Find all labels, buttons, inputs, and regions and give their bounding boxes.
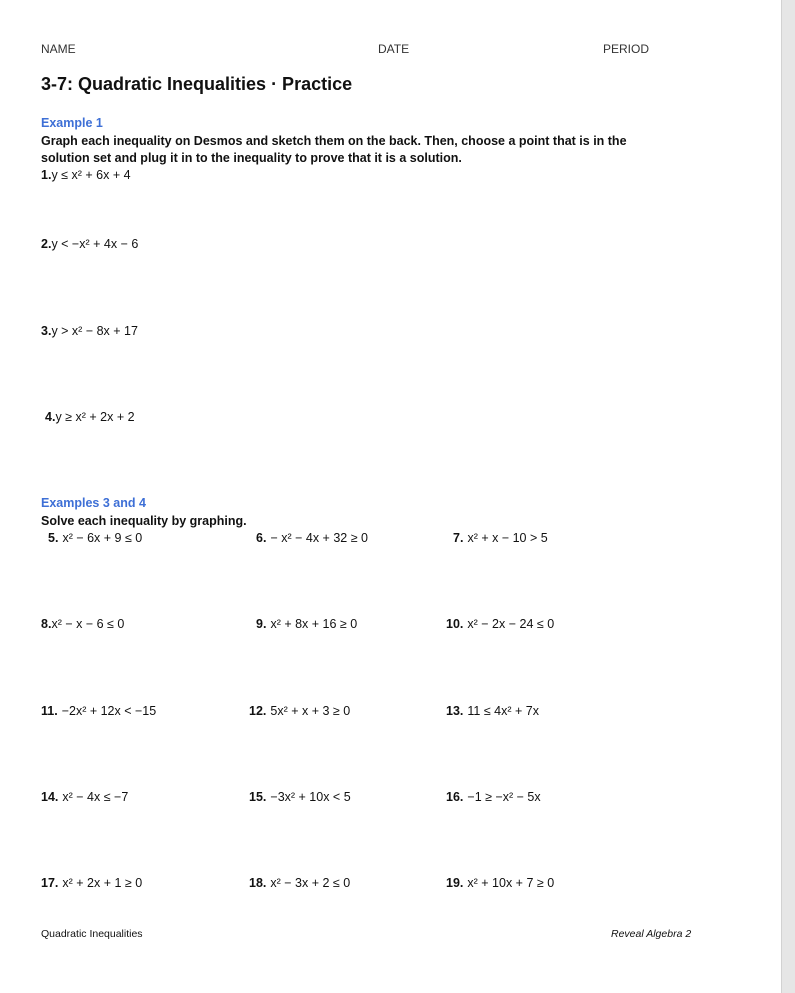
problem-expression: x² − 4x ≤ −7 xyxy=(62,790,129,804)
problem-number: 17. xyxy=(41,876,59,890)
section-heading-examples-3-4: Examples 3 and 4 xyxy=(41,496,146,510)
problem-19 xyxy=(446,876,554,890)
date-label: DATE xyxy=(378,42,410,56)
page-edge-scrollbar xyxy=(781,0,795,993)
problem-12 xyxy=(249,704,350,718)
problem-9 xyxy=(256,617,357,631)
problem-expression: y ≥ x² + 2x + 2 xyxy=(55,410,135,424)
problem-11 xyxy=(41,704,156,718)
problem-expression: − x² − 4x + 32 ≥ 0 xyxy=(270,531,368,545)
section-1-instructions xyxy=(41,133,661,167)
problem-expression: −1 ≥ −x² − 5x xyxy=(467,790,541,804)
problem-number: 10. xyxy=(446,617,464,631)
problem-number: 9. xyxy=(256,617,267,631)
problem-expression: x² − 6x + 9 ≤ 0 xyxy=(62,531,143,545)
problem-number: 14. xyxy=(41,790,59,804)
problem-number: 13. xyxy=(446,704,464,718)
problem-expression: y ≤ x² + 6x + 4 xyxy=(51,168,131,182)
problem-16 xyxy=(446,790,541,804)
problem-8 xyxy=(41,617,124,631)
problem-number: 2. xyxy=(41,237,52,251)
problem-expression: 5x² + x + 3 ≥ 0 xyxy=(270,704,351,718)
problem-13 xyxy=(446,704,539,718)
problem-expression: x² − x − 6 ≤ 0 xyxy=(51,617,125,631)
problem-2 xyxy=(41,237,138,251)
problem-6 xyxy=(256,531,368,545)
problem-expression: x² + x − 10 > 5 xyxy=(467,531,548,545)
problem-number: 18. xyxy=(249,876,267,890)
problem-number: 12. xyxy=(249,704,267,718)
problem-number: 4. xyxy=(45,410,56,424)
problem-number: 11. xyxy=(41,704,58,718)
problem-expression: x² + 8x + 16 ≥ 0 xyxy=(270,617,358,631)
problem-number: 8. xyxy=(41,617,52,631)
problem-4 xyxy=(45,410,135,424)
section-heading-example-1: Example 1 xyxy=(41,116,103,130)
problem-number: 19. xyxy=(446,876,464,890)
problem-18 xyxy=(249,876,350,890)
problem-expression: y < −x² + 4x − 6 xyxy=(51,237,139,251)
problem-expression: −3x² + 10x < 5 xyxy=(270,790,351,804)
section-2-instructions: Solve each inequality by graphing. xyxy=(41,514,247,528)
problem-3 xyxy=(41,324,138,338)
problem-number: 6. xyxy=(256,531,267,545)
problem-number: 16. xyxy=(446,790,464,804)
problem-number: 3. xyxy=(41,324,52,338)
problem-number: 7. xyxy=(453,531,464,545)
instructions-line-1: Graph each inequality on Desmos and sketch them on the back. Then, choose a point that is in the xyxy=(41,134,627,148)
problem-15 xyxy=(249,790,351,804)
problem-expression: x² − 3x + 2 ≤ 0 xyxy=(270,876,351,890)
problem-7 xyxy=(453,531,548,545)
footer-left: Quadratic Inequalities xyxy=(41,928,143,940)
page-title: 3-7: Quadratic Inequalities · Practice xyxy=(41,74,353,94)
problem-number: 15. xyxy=(249,790,267,804)
problem-1 xyxy=(41,168,131,182)
footer-right: Reveal Algebra 2 xyxy=(611,928,692,940)
name-label: NAME xyxy=(41,42,76,56)
problem-expression: x² − 2x − 24 ≤ 0 xyxy=(467,617,555,631)
problem-5 xyxy=(48,531,142,545)
problem-expression: −2x² + 12x < −15 xyxy=(61,704,157,718)
problem-10 xyxy=(446,617,554,631)
problem-14 xyxy=(41,790,128,804)
period-label: PERIOD xyxy=(603,42,650,56)
problem-expression: x² + 2x + 1 ≥ 0 xyxy=(62,876,143,890)
instructions-line-2: solution set and plug it in to the inequality to prove that it is a solution. xyxy=(41,151,462,165)
problem-expression: x² + 10x + 7 ≥ 0 xyxy=(467,876,555,890)
problem-number: 5. xyxy=(48,531,59,545)
problem-expression: y > x² − 8x + 17 xyxy=(51,324,138,338)
problem-expression: 11 ≤ 4x² + 7x xyxy=(467,704,539,718)
problem-17 xyxy=(41,876,142,890)
problem-number: 1. xyxy=(41,168,52,182)
